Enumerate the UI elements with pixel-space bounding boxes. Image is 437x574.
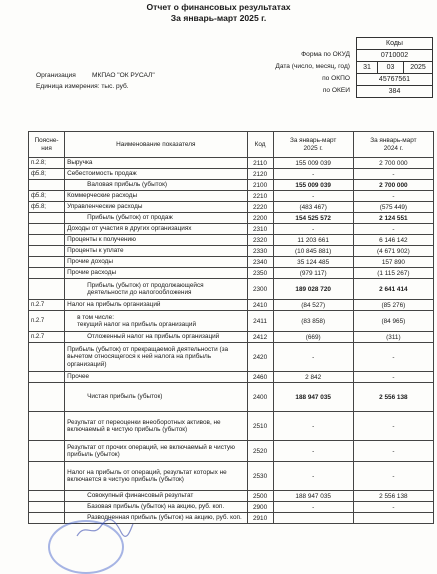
- row-note: ф5.8;: [29, 202, 65, 213]
- row-value-previous: (4 671 902): [353, 246, 433, 257]
- row-code: 2500: [247, 491, 273, 502]
- col-name-header: Наименование показателя: [65, 132, 247, 158]
- row-value-current: 188 947 035: [273, 383, 353, 412]
- report-title: Отчет о финансовых результатах: [146, 2, 291, 12]
- row-value-current: -: [273, 412, 353, 441]
- row-note: [29, 257, 65, 268]
- row-note: [29, 491, 65, 502]
- company-seal: [48, 520, 124, 574]
- table-row: [29, 169, 434, 180]
- row-code: 2910: [247, 513, 273, 524]
- codes-header: Коды: [356, 37, 433, 50]
- row-name: Прибыль (убыток) от прекращаемой деятельности (за вычетом относящегося к ней налога на прибыль организаций): [65, 343, 247, 372]
- row-code: 2900: [247, 502, 273, 513]
- row-value-previous: -: [353, 441, 433, 462]
- table-row: [29, 441, 434, 462]
- table-row: [29, 372, 434, 383]
- table-row: [29, 191, 434, 202]
- row-code: 2300: [247, 279, 273, 300]
- row-code: 2220: [247, 202, 273, 213]
- row-value-previous: -: [353, 191, 433, 202]
- row-code: 2350: [247, 268, 273, 279]
- col-code-header: Код: [247, 132, 273, 158]
- row-name: Результат от прочих операций, не включаемый в чистую прибыль (убыток): [65, 441, 247, 462]
- table-row: [29, 311, 434, 332]
- row-value-current: (979 117): [273, 268, 353, 279]
- row-note: [29, 372, 65, 383]
- row-name: Чистая прибыль (убыток): [65, 383, 247, 412]
- table-row: [29, 412, 434, 441]
- row-code: 2340: [247, 257, 273, 268]
- row-code: 2120: [247, 169, 273, 180]
- row-value-current: 189 028 720: [273, 279, 353, 300]
- row-name: Налог на прибыль организаций: [65, 300, 247, 311]
- row-note: [29, 383, 65, 412]
- row-value-previous: 2 556 138: [353, 491, 433, 502]
- row-name: Прочие расходы: [65, 268, 247, 279]
- row-value-previous: -: [353, 224, 433, 235]
- table-header-row: [29, 132, 434, 158]
- row-value-previous: 2 700 000: [353, 158, 433, 169]
- row-note: [29, 180, 65, 191]
- table-row: [29, 502, 434, 513]
- col-current-header: За январь-март 2025 г.: [273, 132, 353, 158]
- row-code: 2310: [247, 224, 273, 235]
- row-code: 2100: [247, 180, 273, 191]
- row-value-previous: -: [353, 502, 433, 513]
- row-value-previous: 157 890: [353, 257, 433, 268]
- col-previous-header: За январь-март 2024 г.: [353, 132, 433, 158]
- table-row: [29, 332, 434, 343]
- row-note: п.2.7: [29, 332, 65, 343]
- row-code: 2510: [247, 412, 273, 441]
- date-day: 31: [356, 61, 378, 74]
- row-name: Коммерческие расходы: [65, 191, 247, 202]
- row-note: [29, 513, 65, 524]
- table-row: [29, 279, 434, 300]
- row-code: 2412: [247, 332, 273, 343]
- row-note: [29, 268, 65, 279]
- row-name: Себестоимость продаж: [65, 169, 247, 180]
- row-code: 2530: [247, 462, 273, 491]
- row-note: [29, 246, 65, 257]
- row-name: Разводненная прибыль (убыток) на акцию, руб. коп.: [65, 513, 247, 524]
- row-name: Прочие доходы: [65, 257, 247, 268]
- row-note: [29, 412, 65, 441]
- row-note: п.2.7: [29, 311, 65, 332]
- row-name: Проценты к получению: [65, 235, 247, 246]
- row-value-previous: [353, 513, 433, 524]
- row-code: 2520: [247, 441, 273, 462]
- report-period: За январь-март 2025 г.: [170, 13, 267, 23]
- row-note: [29, 441, 65, 462]
- row-note: п.2.8;: [29, 158, 65, 169]
- table-row: [29, 491, 434, 502]
- row-note: [29, 462, 65, 491]
- table-row: [29, 213, 434, 224]
- row-value-previous: -: [353, 412, 433, 441]
- date-label: Дата (число, месяц, год): [275, 63, 350, 70]
- row-name: в том числе: текущий налог на прибыль организаций: [65, 311, 247, 332]
- unit-label: Единица измерения: тыс. руб.: [36, 83, 129, 90]
- org-label: Организация: [36, 72, 76, 79]
- row-name: Совокупный финансовый результат: [65, 491, 247, 502]
- row-value-previous: 6 146 142: [353, 235, 433, 246]
- row-value-previous: (85 276): [353, 300, 433, 311]
- row-code: 2400: [247, 383, 273, 412]
- row-note: п.2.7: [29, 300, 65, 311]
- financial-results-table: [28, 131, 434, 524]
- row-value-current: (10 845 881): [273, 246, 353, 257]
- row-note: ф5.8;: [29, 191, 65, 202]
- okud-label: Форма по ОКУД: [301, 51, 350, 58]
- okpo-value: 45767561: [356, 73, 433, 86]
- row-code: 2210: [247, 191, 273, 202]
- row-value-current: 155 009 039: [273, 180, 353, 191]
- row-code: 2320: [247, 235, 273, 246]
- table-row: [29, 246, 434, 257]
- okpo-label: по ОКПО: [322, 75, 350, 82]
- row-note: [29, 213, 65, 224]
- row-name: Прибыль (убыток) от продаж: [65, 213, 247, 224]
- row-value-current: 155 009 039: [273, 158, 353, 169]
- row-value-previous: 2 700 000: [353, 180, 433, 191]
- row-value-previous: (1 115 267): [353, 268, 433, 279]
- row-value-current: (483 467): [273, 202, 353, 213]
- row-name: Доходы от участия в других организациях: [65, 224, 247, 235]
- row-value-previous: 2 124 551: [353, 213, 433, 224]
- row-note: [29, 224, 65, 235]
- row-code: 2460: [247, 372, 273, 383]
- row-value-current: -: [273, 462, 353, 491]
- row-code: 2411: [247, 311, 273, 332]
- row-value-previous: -: [353, 462, 433, 491]
- row-code: 2200: [247, 213, 273, 224]
- row-value-current: 188 947 035: [273, 491, 353, 502]
- table-row: [29, 257, 434, 268]
- row-note: [29, 235, 65, 246]
- table-row: [29, 462, 434, 491]
- row-value-current: (669): [273, 332, 353, 343]
- row-name: Проценты к уплате: [65, 246, 247, 257]
- row-note: [29, 502, 65, 513]
- row-note: ф5.8;: [29, 169, 65, 180]
- row-value-current: (83 858): [273, 311, 353, 332]
- table-row: [29, 180, 434, 191]
- row-value-previous: 2 641 414: [353, 279, 433, 300]
- row-name: Налог на прибыль от операций, результат которых не включается в чистую прибыль (убыток): [65, 462, 247, 491]
- date-month: 03: [377, 61, 404, 74]
- row-code: 2420: [247, 343, 273, 372]
- table-row: [29, 300, 434, 311]
- row-code: 2410: [247, 300, 273, 311]
- row-value-current: -: [273, 343, 353, 372]
- row-value-current: -: [273, 224, 353, 235]
- row-value-current: [273, 513, 353, 524]
- row-value-previous: -: [353, 343, 433, 372]
- okud-value: 0710002: [356, 49, 433, 62]
- row-value-previous: (575 449): [353, 202, 433, 213]
- row-code: 2110: [247, 158, 273, 169]
- table-row: [29, 235, 434, 246]
- row-value-current: 2 842: [273, 372, 353, 383]
- row-code: 2330: [247, 246, 273, 257]
- row-note: [29, 343, 65, 372]
- row-name: Результат от переоценки внеоборотных активов, не включаемый в чистую прибыль (убыток): [65, 412, 247, 441]
- row-name: Прочее: [65, 372, 247, 383]
- col-note-header: Поясне- ния: [29, 132, 65, 158]
- row-value-current: -: [273, 441, 353, 462]
- row-note: [29, 279, 65, 300]
- row-name: Базовая прибыль (убыток) на акцию, руб. коп.: [65, 502, 247, 513]
- row-value-current: -: [273, 191, 353, 202]
- row-value-current: 154 525 572: [273, 213, 353, 224]
- org-name: МКПАО "ОК РУСАЛ": [92, 72, 155, 79]
- table-row: [29, 343, 434, 372]
- row-value-current: -: [273, 169, 353, 180]
- table-row: [29, 224, 434, 235]
- row-name: Управленческие расходы: [65, 202, 247, 213]
- table-row: [29, 383, 434, 412]
- date-year: 2025: [403, 61, 433, 74]
- row-value-previous: -: [353, 372, 433, 383]
- row-value-previous: (84 965): [353, 311, 433, 332]
- table-row: [29, 268, 434, 279]
- row-value-previous: 2 556 138: [353, 383, 433, 412]
- row-name: Прибыль (убыток) от продолжающейся деятельности до налогообложения: [65, 279, 247, 300]
- table-row: [29, 202, 434, 213]
- row-name: Отложенный налог на прибыль организаций: [65, 332, 247, 343]
- row-value-previous: -: [353, 169, 433, 180]
- row-name: Валовая прибыль (убыток): [65, 180, 247, 191]
- row-value-current: (84 527): [273, 300, 353, 311]
- row-name: Выручка: [65, 158, 247, 169]
- okei-label: по ОКЕИ: [322, 87, 350, 94]
- row-value-current: 11 203 661: [273, 235, 353, 246]
- table-row: [29, 158, 434, 169]
- row-value-current: 35 124 485: [273, 257, 353, 268]
- row-value-current: -: [273, 502, 353, 513]
- row-value-previous: (311): [353, 332, 433, 343]
- okei-value: 384: [356, 85, 433, 98]
